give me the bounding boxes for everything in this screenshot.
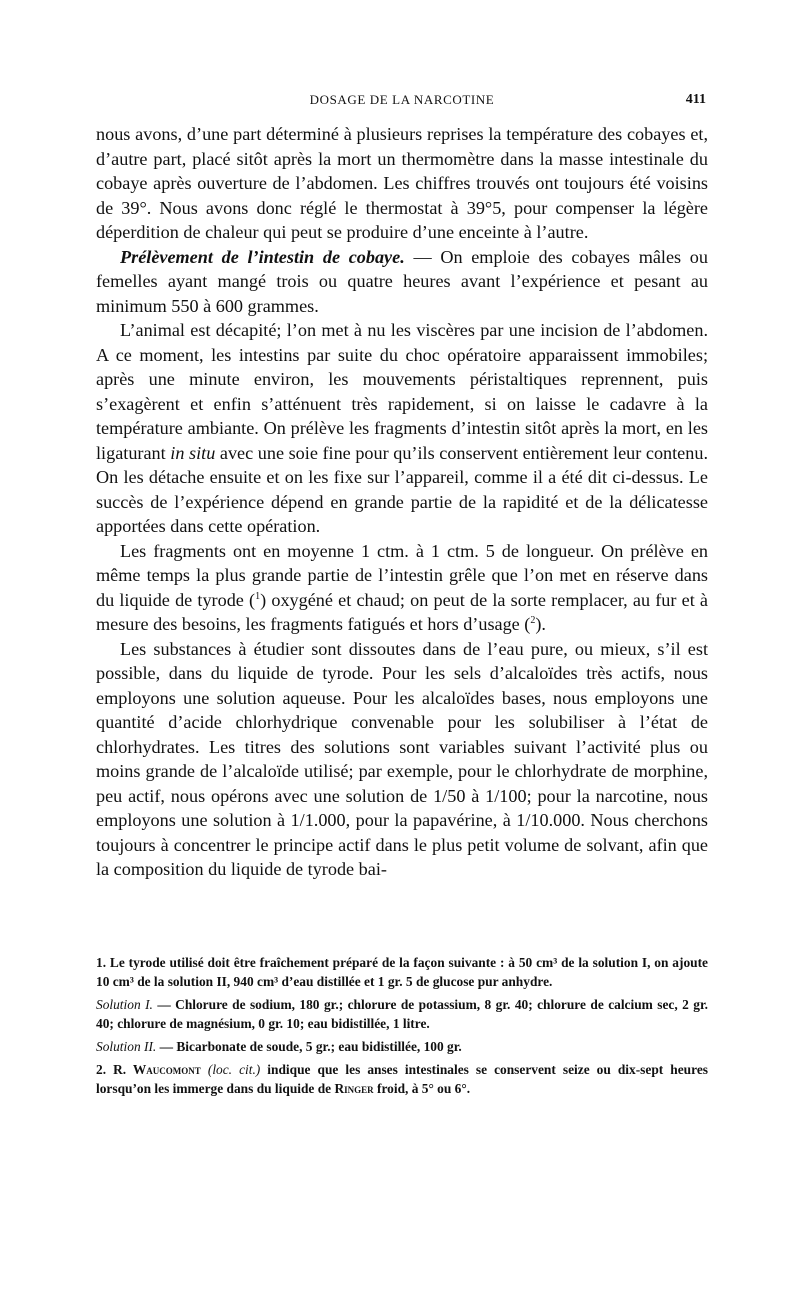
footnote-2 — [96, 1060, 708, 1098]
paragraph-text: Les substances à étudier sont dissoutes dans de l’eau pure, ou mieux, s’il est possible, dans du liquide de tyrode. Pour les sels d’alcaloïdes très actifs, nous employons une solution aqueuse. Pour les alcaloïdes bases, nous employons une quantité d’acide chlorhydrique convenable pour les solubiliser à l’état de chlorhydrates. Les titres des solutions sont variables suivant l’activité plus ou moins grande de l’alcaloïde utilisé; par exemple, pour le chlorhydrate de morphine, peu actif, nous opérons avec une solution de 1/50 à 1/100; pour la narcotine, nous employons une solution à 1/1.000, pour la papavérine, à 1/10.000. Nous cherchons toujours à concentrer le principe actif dans le plus petit volume de solvant, afin que la composition du liquide de tyrode bai- — [96, 638, 708, 879]
paragraph-substances — [96, 637, 708, 882]
page-header — [96, 92, 708, 112]
italic-term: in situ — [170, 442, 216, 463]
paragraph-text: — On emploie des cobayes mâles ou femelles ayant mangé trois ou quatre heures avant l’expérience et pesant au minimum 550 à 600 grammes. — [96, 246, 708, 316]
footnotes — [96, 953, 708, 1102]
footnote-1 — [96, 953, 708, 991]
paragraph-text: avec une soie fine pour qu’ils conservent entièrement leur contenu. On les détache ensuite et on les fixe sur l’appareil, comme il a été dit ci-dessus. Le succès de l’expérience dépend en grande partie de la rapidité et de la délicatesse apportées dans cette opération. — [96, 442, 708, 536]
paragraph-fragments — [96, 539, 708, 637]
footnote-text: — Chlorure de sodium, 180 gr.; chlorure de potassium, 8 gr. 40; chlorure de calcium sec, 2 gr. 40; chlorure de magnésium, 0 gr. 10; eau bidistillée, 1 litre. — [96, 997, 709, 1031]
footnote-text: indique que les anses intestinales se conservent seize ou dix-sept heures lorsqu’on les immerge dans du liquide de — [96, 1062, 708, 1096]
paragraph-text: nous avons, d’une part déterminé à plusieurs reprises la température des cobayes et, d’autre part, placé sitôt après la mort un thermomètre dans la masse intestinale du cobaye après ouverture de l’abdomen. Les chiffres trouvés ont toujours été voisins de 39°. Nous avons donc réglé le thermostat à 39°5, pour compenser la légère déperdition de chaleur qui peut se produire d’une enceinte à l’autre. — [96, 124, 708, 242]
section-heading: Prélèvement de l’intestin de cobaye. — [120, 246, 405, 267]
solution-label: Solution II. — [96, 1039, 157, 1054]
footnote-ref-1: 1 — [255, 590, 261, 602]
main-text — [96, 122, 708, 882]
running-title: DOSAGE DE LA NARCOTINE — [309, 92, 495, 107]
footnote-solution-2 — [96, 1037, 708, 1056]
footnote-solution-1 — [96, 995, 708, 1033]
paragraph-temperature — [96, 122, 708, 245]
solution-label: Solution I. — [96, 997, 153, 1012]
ringer-name: Ringer — [334, 1081, 374, 1096]
footnote-number: 2. — [96, 1062, 107, 1077]
footnote-number: 1. — [96, 955, 107, 970]
paragraph-prelevement — [96, 245, 708, 319]
author-name: R. Waucomont — [113, 1062, 201, 1077]
paragraph-text: L’animal est décapité; l’on met à nu les viscères par une incision de l’abdomen. A ce moment, les intestins par suite du choc opératoire apparaissent immobiles; après une minute environ, les mouvements péristaltiques reprennent, puis s’exagèrent et enfin s’atténuent très rapidement, si on laisse le cadavre à la température ambiante. On prélève les fragments d’intestin sitôt après la mort, en les ligaturant — [96, 320, 708, 463]
page-number: 411 — [685, 92, 706, 107]
paragraph-text: ) oxygéné et chaud; on peut de la sorte remplacer, au fur et à mesure des besoins, les fragments fatigués et hors d’usage ( — [96, 589, 708, 634]
paragraph-animal — [96, 318, 708, 539]
footnote-text: froid, à 5° ou 6°. — [373, 1081, 471, 1096]
citation: (loc. cit.) — [207, 1062, 261, 1077]
footnote-text: Le tyrode utilisé doit être fraîchement préparé de la façon suivante : à 50 cm³ de la solution I, on ajoute 10 cm³ de la solution II, 940 cm³ d’eau distillée et 1 gr. 5 de glucose pur anhydre. — [96, 955, 708, 989]
footnote-ref-2: 2 — [530, 614, 536, 626]
paragraph-text: Les fragments ont en moyenne 1 ctm. à 1 ctm. 5 de longueur. On prélève en même temps la plus grande partie de l’intestin grêle que l’on met en réserve dans du liquide de tyrode ( — [96, 540, 708, 610]
footnote-text: — Bicarbonate de soude, 5 gr.; eau bidistillée, 100 gr. — [156, 1039, 462, 1054]
paragraph-text: ). — [535, 614, 546, 634]
